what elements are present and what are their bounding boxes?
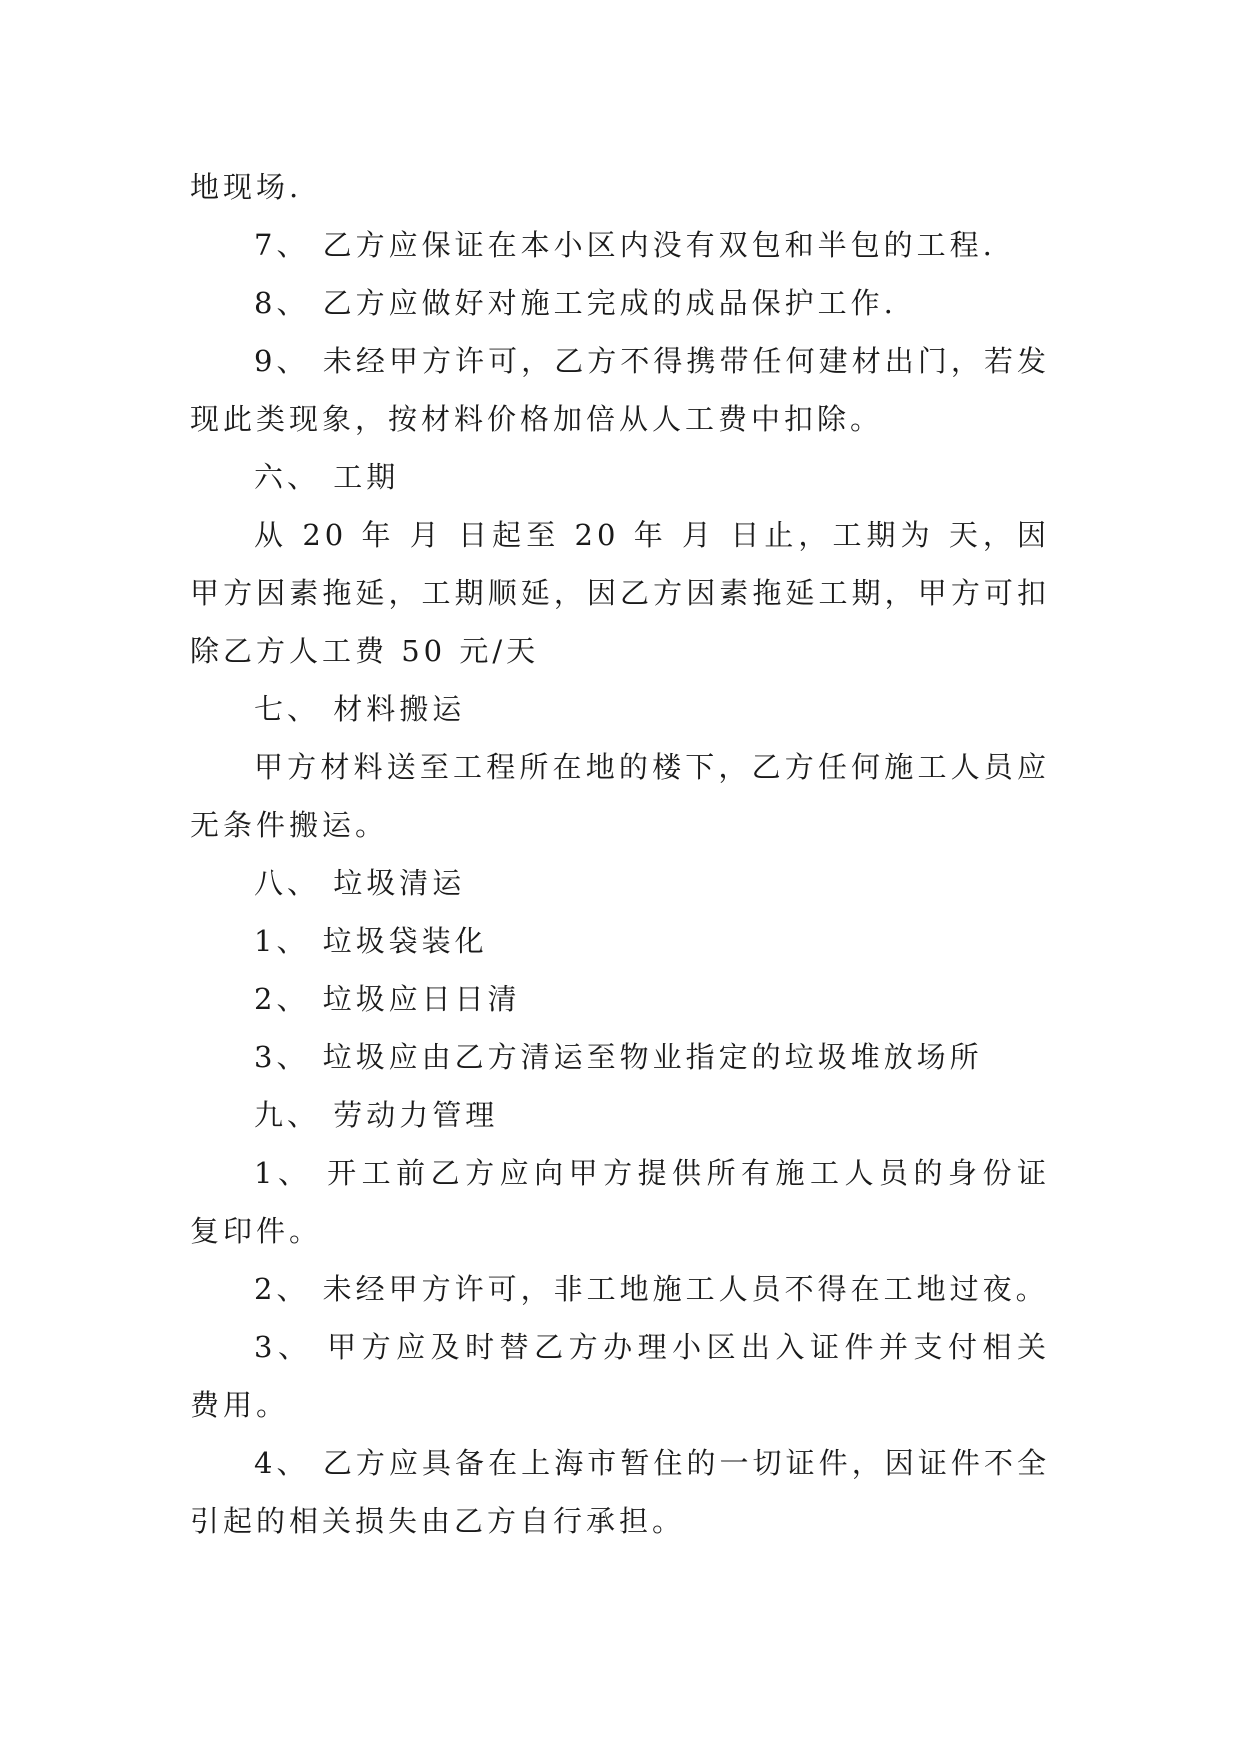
labor-item-4: 4、 乙方应具备在上海市暂住的一切证件，因证件不全	[254, 1446, 1050, 1480]
clause-7: 7、 乙方应保证在本小区内没有双包和半包的工程.	[254, 228, 996, 262]
text-line: 除乙方人工费 50 元/天	[190, 634, 540, 668]
labor-item-3: 3、 甲方应及时替乙方办理小区出入证件并支付相关	[254, 1330, 1050, 1364]
clause-8: 8、 乙方应做好对施工完成的成品保护工作.	[254, 286, 897, 320]
text-line: 无条件搬运。	[190, 808, 389, 842]
garbage-item-1: 1、 垃圾袋装化	[254, 924, 488, 958]
text-line: 费用。	[190, 1388, 290, 1422]
text-line: 现此类现象，按材料价格加倍从人工费中扣除。	[190, 402, 884, 436]
document-body	[190, 158, 1050, 1550]
text-line: 地现场.	[190, 170, 303, 204]
clause-9: 9、 未经甲方许可，乙方不得携带任何建材出门，若发	[254, 344, 1050, 378]
section-heading-6: 六、 工期	[254, 460, 400, 494]
section-heading-9: 九、 劳动力管理	[254, 1098, 499, 1132]
text-line: 复印件。	[190, 1214, 323, 1248]
garbage-item-2: 2、 垃圾应日日清	[254, 982, 521, 1016]
material-text: 甲方材料送至工程所在地的楼下，乙方任何施工人员应	[254, 750, 1050, 784]
labor-item-2: 2、 未经甲方许可，非工地施工人员不得在工地过夜。	[254, 1272, 1049, 1306]
text-line: 甲方因素拖延，工期顺延，因乙方因素拖延工期，甲方可扣	[190, 576, 1050, 610]
schedule-text: 从 20 年 月 日起至 20 年 月 日止，工期为 天，因	[254, 518, 1050, 552]
labor-item-1: 1、 开工前乙方应向甲方提供所有施工人员的身份证	[254, 1156, 1050, 1190]
garbage-item-3: 3、 垃圾应由乙方清运至物业指定的垃圾堆放场所	[254, 1040, 983, 1074]
section-heading-7: 七、 材料搬运	[254, 692, 466, 726]
section-heading-8: 八、 垃圾清运	[254, 866, 466, 900]
text-line: 引起的相关损失由乙方自行承担。	[190, 1504, 686, 1538]
